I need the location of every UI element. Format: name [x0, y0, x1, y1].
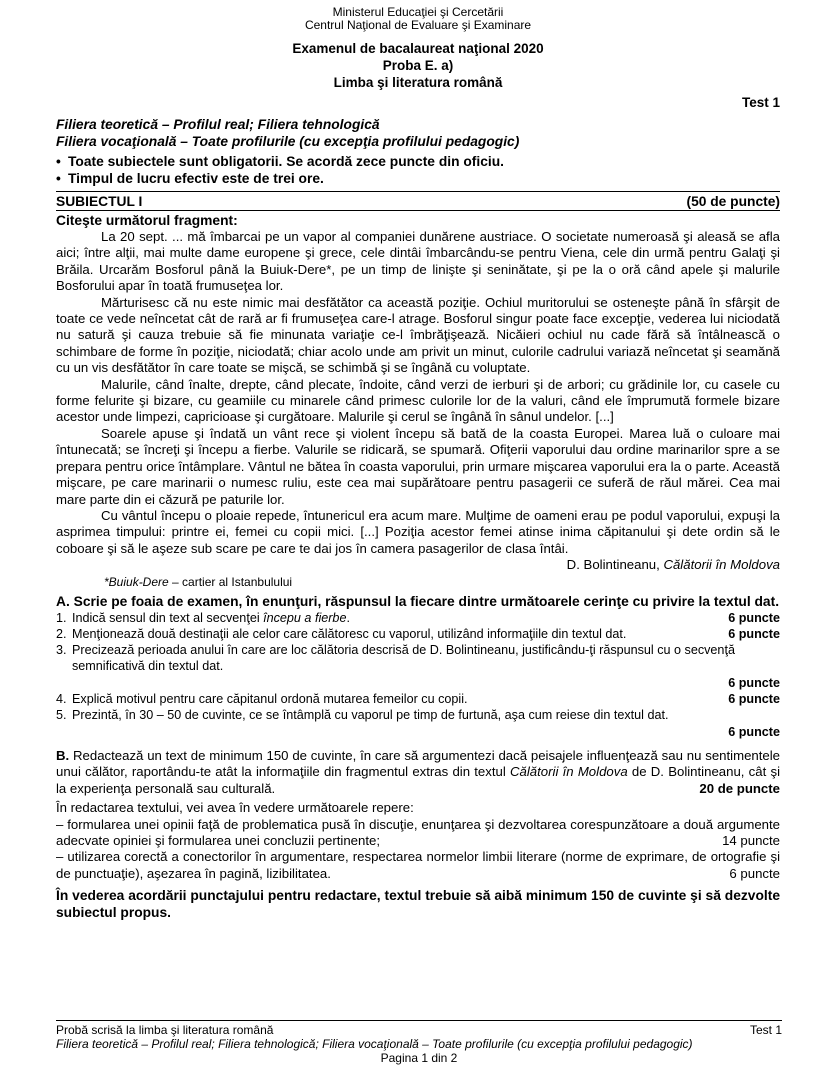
footnote-text: – cartier al Istanbulului [168, 574, 293, 589]
rule-2 [56, 170, 780, 187]
reper-points: 6 puncte [729, 865, 780, 881]
bullet-icon: • [56, 154, 61, 169]
requirement-after: . [346, 610, 350, 625]
source-work: Călătorii în Moldova [663, 557, 780, 573]
reper-points: 14 puncte [722, 832, 780, 848]
exam-proba: Proba E. a) [382, 58, 454, 73]
test-label: Test 1 [741, 95, 780, 110]
part-a-instruction: A. Scrie pe foaia de examen, în enunţuri, răspunsul la fiecare dintre următoarele cerinţe cu privire la textul dat. [56, 593, 780, 609]
requirement-body [72, 642, 780, 691]
requirement-points: 6 puncte [728, 692, 780, 707]
footer-filiera: Filiera teoretică – Profilul real; Filiera tehnologică; Filiera vocaţională – Toate profilurile (cu excepţia profilului pedagogic) [56, 1037, 693, 1051]
fragment-paragraph-2: Mărturisesc că nu este nimic mai desfătător ca această poziţie. Ochiul muritorului se osteneşte până în sfârşit de toate ce vede neîncetat cât de rară ar fi frumuseţea care-l atrage. Bosforul singur poate face excepţie, vederea lui niciodată nu satură şi cauza trebuie să fie minunata variaţie ce-l îmbrăţişează. Nicăieri ochiul nu cade fără să întâlnească o schimbare de forme în poziţie, niciodată; chiar acolo unde am privit un minut, culorile cadrului variază neîncetat şi seamănă cu un vis desfătător în care toate se mişcă, se schimbă şi se îngână cu voluptate. [56, 294, 780, 376]
fragment-paragraph-4: Soarele apuse şi îndată un vânt rece şi violent începu să bată de la coasta Europei. Marea luă o culoare mai întunecată; se încreţi şi începu a fierbe. Valurile se ridicară, se spumară. Ofiţerii vaporului dau ordine marinarilor spre a se prepara pentru orice întâmplare. Vântul ne bătea în coasta vaporului, prin urmare mişcarea vaporului era la o parte. Această mişcare, pe care marinarii o numesc ruliu, este cea mai supărătoare pentru pasagerii ce suferă de răul mărei. Cea mai mare parte din ei căzură pe paturile lor. [56, 425, 780, 507]
subject-header [56, 191, 780, 210]
reper-1 [56, 817, 780, 850]
requirement-2 [56, 626, 780, 642]
subject-points: (50 de puncte) [686, 194, 780, 209]
filiera-line-2: Filiera vocaţională – Toate profilurile (cu excepţia profilului pedagogic) [56, 134, 520, 149]
footer-left: Probă scrisă la limba şi literatura română [56, 1023, 274, 1037]
filiera-line-1: Filiera teoretică – Profilul real; Filiera tehnologică [56, 117, 380, 132]
reper-text: – formularea unei opinii faţă de problematica pusă în discuţie, enunţarea şi dezvoltarea corespunzătoare a două argumente adecvate opiniei şi formularea unei concluzii pertinente; [56, 816, 780, 848]
subject-title: SUBIECTUL I [56, 194, 143, 209]
page-number: Pagina 1 din 2 [380, 1051, 458, 1065]
part-b-points: 20 de puncte [699, 780, 780, 796]
requirement-points: 6 puncte [728, 610, 780, 625]
repere-intro: În redactarea textului, vei avea în vedere următoarele repere: [56, 800, 414, 816]
requirement-text: Precizează perioada anului în care are loc călătoria descrisă de D. Bolintineanu, justificându-ţi răspunsul cu o secvenţă semnificativă din textul dat. [72, 643, 735, 674]
requirement-text: Prezintă, în 30 – 50 de cuvinte, ce se întâmplă cu vaporul pe timp de furtună, aşa cum reiese din textul dat. [72, 708, 669, 723]
footnote [56, 574, 780, 590]
exam-page [56, 6, 780, 921]
fragment-paragraph-1: La 20 sept. ... mă îmbarcai pe un vapor al companiei dunărene austriace. O societate numeroasă şi aleasă se afla aici; între alţii, mai multe dame europene şi grece, cele dintâi îmbarcându-se pentru Viena, cele din urmă pentru Galaţi şi Brăila. Urcarăm Bosforul până la Buiuk-Dere*, pe un timp de linişte şi seninătate, şi pe la o oră când apele şi malurile Bosforului apar în toată frumuseţea lor. [56, 229, 780, 294]
requirement-text: Indică sensul din text al secvenţei [72, 610, 264, 625]
requirement-body [72, 610, 780, 626]
requirement-quote: începu a fierbe [263, 610, 347, 625]
part-b-label: B. [56, 747, 70, 763]
requirement-number: 4. [56, 692, 67, 707]
requirement-points: 6 puncte [728, 626, 780, 641]
requirement-number: 5. [56, 708, 67, 723]
exam-title: Examenul de bacalaureat naţional 2020 [292, 41, 544, 56]
requirement-4 [56, 691, 780, 707]
source-author: D. Bolintineanu, [566, 557, 664, 573]
requirement-number: 2. [56, 626, 67, 641]
source-attribution [56, 557, 780, 573]
rule-2-text: Timpul de lucru efectiv este de trei ore. [68, 171, 324, 186]
requirement-3 [56, 642, 780, 691]
ministry-name: Ministerul Educaţiei şi Cercetării [332, 5, 504, 19]
rule-1 [56, 153, 780, 170]
requirement-points: 6 puncte [728, 675, 780, 690]
exam-subject: Limba şi literatura română [333, 75, 503, 90]
footnote-term: *Buiuk-Dere [104, 574, 169, 589]
bullet-icon: • [56, 171, 61, 186]
requirement-text: Explică motivul pentru care căpitanul ordonă mutarea femeilor cu copii. [72, 692, 468, 707]
final-note: În vederea acordării punctajului pentru redactare, textul trebuie să aibă minimum 150 de cuvinte şi să dezvolte subiectul propus. [56, 888, 780, 921]
part-b-text-1: Redactează un text de minimum 150 de cuvinte, în care să argumentezi dacă peisajele influenţează sau nu sentimentele unui călător, raportându-te atât la informaţiile din fragmentul extras din textul [56, 747, 780, 780]
footer-top-line [56, 1023, 782, 1037]
requirement-number: 1. [56, 610, 67, 625]
reper-2 [56, 849, 780, 882]
requirement-points: 6 puncte [728, 724, 780, 739]
requirement-body [72, 691, 780, 707]
footer-right: Test 1 [749, 1023, 782, 1037]
requirement-5 [56, 707, 780, 740]
part-b-text-2: de D. Bolintineanu, cât şi la experienţa personală sau culturală. [56, 764, 780, 796]
part-b-work: Călătorii în Moldova [510, 764, 628, 780]
fragment-paragraph-5: Cu vântul începu o ploaie repede, întunericul era acum mare. Mulţime de oameni erau pe podul vaporului, expuşi la asprimea timpului: printre ei, femei cu copii mici. [...] Poziţia acestor femei atinse inima căpitanului şi dete ordin să le coboare şi să le aşeze sub scare pe care te dai jos în camera pasagerilor de clasa întâi. [56, 507, 780, 556]
part-b-instruction [56, 748, 780, 797]
requirement-1 [56, 610, 780, 626]
center-name: Centrul Naţional de Evaluare şi Examinare [304, 18, 532, 32]
reper-text: – utilizarea corectă a conectorilor în argumentare, respectarea normelor limbii literare (norme de exprimare, de ortografie şi de punctuaţie), aşezarea în pagină, lizibilitatea. [56, 849, 780, 881]
requirement-number: 3. [56, 643, 67, 658]
page-footer [56, 1020, 782, 1065]
requirement-body [72, 707, 780, 740]
requirement-text: Menţionează două destinaţii ale celor care călătoresc cu vaporul, utilizând informaţiile din textul dat. [72, 626, 627, 641]
fragment-paragraph-3: Malurile, când înalte, drepte, când plecate, îndoite, când verzi de ierburi şi de arbori; cu grădinile lor, cu casele cu forme felurite şi bizare, cu geamiile cu minarele când primesc culorile lor de la valuri, când ele împrumută formele bizare acestor unde limpezi, capricioase şi curgătoare. Malurile şi cerul se îngână în sânul undelor. [...] [56, 376, 780, 425]
requirement-body [72, 626, 780, 642]
rule-1-text: Toate subiectele sunt obligatorii. Se acordă zece puncte din oficiu. [68, 154, 504, 169]
read-instruction: Citeşte următorul fragment: [56, 213, 238, 228]
